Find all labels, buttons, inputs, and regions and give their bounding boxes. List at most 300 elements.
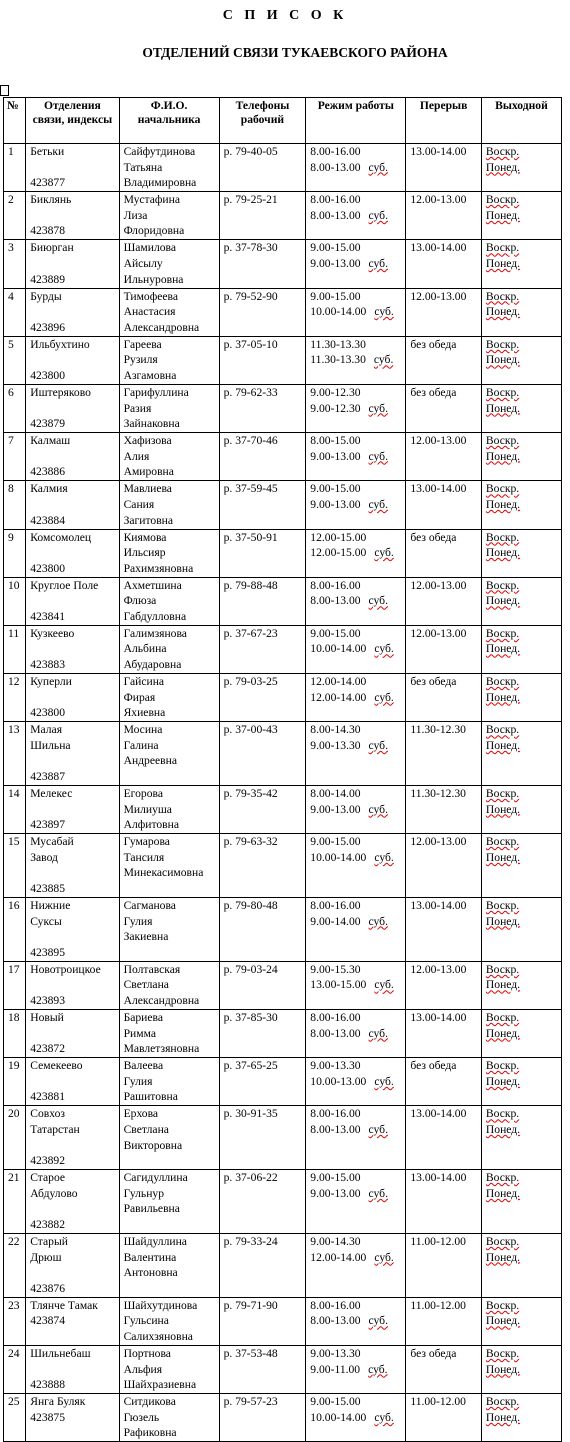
- head-name-line: Абударовна: [123, 658, 182, 672]
- row-number: 24: [4, 1345, 26, 1393]
- row-number: 8: [4, 481, 26, 529]
- day-off: Понед.: [485, 1186, 521, 1200]
- phone-cell: р. 37-67-23: [219, 625, 306, 673]
- hours-saturday-line: [310, 401, 403, 417]
- head-name-line: Владимировна: [123, 176, 197, 190]
- saturday-label: суб.: [368, 256, 388, 270]
- head-name-line: Айсылу: [123, 256, 163, 270]
- hours-saturday: 11.30-13.30: [310, 353, 366, 367]
- office-cell: [26, 1297, 119, 1345]
- hours-weekday: 9.00-15.00: [310, 241, 361, 255]
- hours-saturday-line: [310, 352, 403, 368]
- day-off: Понед.: [485, 978, 521, 992]
- office-line: [30, 1026, 116, 1042]
- office-line: Нижние: [30, 899, 71, 913]
- break-cell: 13.00-14.00: [406, 1170, 482, 1234]
- office-line: 423886: [30, 465, 65, 479]
- office-line: 423892: [30, 1154, 65, 1168]
- head-name-line: Ситдикова: [123, 1395, 176, 1409]
- head-name-line: Азгамовна: [123, 368, 177, 382]
- office-cell: [26, 1170, 119, 1234]
- head-name-line: Александровна: [123, 320, 200, 334]
- saturday-label: суб.: [368, 802, 388, 816]
- hours-cell: [306, 674, 406, 722]
- hours-saturday: 9.00-12.30: [310, 401, 361, 415]
- head-name-line: Анастасия: [123, 305, 176, 319]
- head-name-line: Шайдуллина: [123, 1234, 187, 1248]
- office-line: Иштеряково: [30, 385, 91, 399]
- head-name-line: Флоридовна: [123, 224, 185, 238]
- days-off-cell: [481, 722, 561, 786]
- hours-saturday-line: [310, 1250, 403, 1266]
- phone-cell: р. 79-40-05: [219, 144, 306, 192]
- office-cell: [26, 336, 119, 384]
- hours-saturday-line: [310, 690, 403, 706]
- day-off: Воскр.: [485, 385, 520, 399]
- hours-saturday: 10.00-14.00: [310, 850, 367, 864]
- office-line: 423874: [30, 1314, 65, 1328]
- days-off-cell: [481, 384, 561, 432]
- phone-cell: р. 30-91-35: [219, 1106, 306, 1170]
- hours-weekday: 9.00-13.30: [310, 1059, 361, 1073]
- days-off-cell: [481, 1106, 561, 1170]
- day-off: Воскр.: [485, 482, 520, 496]
- office-line: Мелекес: [30, 787, 73, 801]
- break-cell: 12.00-13.00: [406, 834, 482, 898]
- office-line: [30, 497, 116, 513]
- head-name-cell: [119, 384, 219, 432]
- hours-weekday: 8.00-16.00: [310, 1107, 361, 1121]
- day-off: Понед.: [485, 1362, 521, 1376]
- hours-cell: [306, 1345, 406, 1393]
- hours-saturday: 10.00-14.00: [310, 1410, 367, 1424]
- office-cell: [26, 1010, 119, 1058]
- hours-weekday: 9.00-15.00: [310, 835, 361, 849]
- office-line: [30, 1138, 116, 1154]
- office-line: 423800: [30, 561, 65, 575]
- head-name-cell: [119, 288, 219, 336]
- head-name-line: Равильевна: [123, 1202, 180, 1216]
- break-cell: 13.00-14.00: [406, 481, 482, 529]
- hours-weekday: 11.30-13.30: [310, 337, 366, 351]
- saturday-label: суб.: [368, 497, 388, 511]
- head-name-line: Гульнур: [123, 1186, 164, 1200]
- days-off-cell: [481, 1233, 561, 1297]
- office-line: Завод: [30, 850, 58, 864]
- head-name-line: Ильнуровна: [123, 272, 184, 286]
- office-line: [30, 593, 116, 609]
- table-row: [4, 336, 562, 384]
- hours-saturday-line: [310, 1313, 403, 1329]
- hours-saturday: 8.00-13.00: [310, 594, 361, 608]
- days-off-cell: [481, 1010, 561, 1058]
- row-number: 3: [4, 240, 26, 288]
- table-row: [4, 786, 562, 834]
- days-off-cell: [481, 1297, 561, 1345]
- head-name-line: Ерхова: [123, 1107, 159, 1121]
- days-off-cell: [481, 481, 561, 529]
- phone-cell: р. 37-65-25: [219, 1058, 306, 1106]
- header-off: Выходной: [481, 98, 561, 144]
- head-name-line: Бариева: [123, 1011, 163, 1025]
- head-name-line: Габдулловна: [123, 609, 187, 623]
- head-name-cell: [119, 834, 219, 898]
- head-name-line: Фирая: [123, 690, 156, 704]
- day-off: Воскр.: [485, 1346, 520, 1360]
- phone-cell: р. 79-33-24: [219, 1233, 306, 1297]
- saturday-label: суб.: [374, 546, 394, 560]
- office-line: [30, 401, 116, 417]
- office-line: [30, 1265, 116, 1281]
- hours-weekday: 9.00-13.30: [310, 1346, 361, 1360]
- days-off-cell: [481, 1345, 561, 1393]
- header-office: Отделения связи, индексы: [26, 98, 119, 144]
- hours-saturday-line: [310, 641, 403, 657]
- break-cell: 12.00-13.00: [406, 288, 482, 336]
- phone-cell: р. 79-25-21: [219, 192, 306, 240]
- hours-cell: [306, 961, 406, 1009]
- office-line: [30, 208, 116, 224]
- office-line: 423885: [30, 882, 65, 896]
- hours-saturday: 9.00-13.30: [310, 738, 361, 752]
- office-line: Ильбухтино: [30, 337, 90, 351]
- head-name-line: Александровна: [123, 994, 200, 1008]
- day-off: Воскр.: [485, 530, 520, 544]
- table-row: [4, 529, 562, 577]
- head-name-line: Минекасимовна: [123, 866, 204, 880]
- row-number: 12: [4, 674, 26, 722]
- head-name-cell: [119, 1345, 219, 1393]
- day-off: Воскр.: [485, 1107, 520, 1121]
- phone-cell: р. 79-35-42: [219, 786, 306, 834]
- office-cell: [26, 1106, 119, 1170]
- row-number: 13: [4, 722, 26, 786]
- head-name-line: Киямова: [123, 530, 167, 544]
- day-off: Воскр.: [485, 337, 520, 351]
- hours-saturday-line: [310, 1186, 403, 1202]
- days-off-cell: [481, 192, 561, 240]
- break-cell: без обеда: [406, 336, 482, 384]
- hours-cell: [306, 240, 406, 288]
- office-line: 423889: [30, 272, 65, 286]
- head-name-cell: [119, 1394, 219, 1442]
- office-line: 423884: [30, 513, 65, 527]
- hours-cell: [306, 192, 406, 240]
- office-cell: [26, 961, 119, 1009]
- row-number: 25: [4, 1394, 26, 1442]
- office-line: 423875: [30, 1410, 65, 1424]
- day-off: Понед.: [485, 449, 521, 463]
- head-name-cell: [119, 529, 219, 577]
- head-name-line: Шамилова: [123, 241, 177, 255]
- head-name-cell: [119, 192, 219, 240]
- header-break: Перерыв: [406, 98, 482, 144]
- day-off: Воскр.: [485, 434, 520, 448]
- head-name-line: Светлана: [123, 978, 169, 992]
- hours-cell: [306, 1394, 406, 1442]
- office-line: 423887: [30, 770, 65, 784]
- head-name-cell: [119, 674, 219, 722]
- day-off: Воскр.: [485, 241, 520, 255]
- hours-cell: [306, 1058, 406, 1106]
- table-row: [4, 577, 562, 625]
- day-off: Понед.: [485, 1122, 521, 1136]
- head-name-line: Загитовна: [123, 513, 174, 527]
- office-line: [30, 977, 116, 993]
- day-off: Понед.: [485, 1026, 521, 1040]
- hours-saturday-line: [310, 1074, 403, 1090]
- day-off: Понед.: [485, 914, 521, 928]
- phone-cell: р. 79-03-25: [219, 674, 306, 722]
- saturday-label: суб.: [374, 850, 394, 864]
- office-cell: [26, 1233, 119, 1297]
- hours-cell: [306, 834, 406, 898]
- phone-cell: р. 37-85-30: [219, 1010, 306, 1058]
- head-name-cell: [119, 961, 219, 1009]
- row-number: 15: [4, 834, 26, 898]
- head-name-line: Галина: [123, 738, 159, 752]
- table-row: [4, 722, 562, 786]
- row-number: 21: [4, 1170, 26, 1234]
- office-line: Биюрган: [30, 241, 74, 255]
- days-off-cell: [481, 240, 561, 288]
- saturday-label: суб.: [368, 1026, 388, 1040]
- hours-cell: [306, 336, 406, 384]
- office-line: 423879: [30, 417, 65, 431]
- saturday-label: суб.: [368, 449, 388, 463]
- head-name-line: Викторовна: [123, 1138, 183, 1152]
- hours-weekday: 9.00-15.00: [310, 1171, 361, 1185]
- head-name-line: Ахметшина: [123, 578, 182, 592]
- day-off: Воскр.: [485, 1234, 520, 1248]
- head-name-cell: [119, 433, 219, 481]
- days-off-cell: [481, 674, 561, 722]
- office-line: [30, 449, 116, 465]
- office-cell: [26, 144, 119, 192]
- break-cell: без обеда: [406, 384, 482, 432]
- head-name-line: Гулия: [123, 1074, 153, 1088]
- hours-saturday-line: [310, 256, 403, 272]
- hours-weekday: 9.00-12.30: [310, 385, 361, 399]
- phone-cell: р. 37-70-46: [219, 433, 306, 481]
- days-off-cell: [481, 898, 561, 962]
- hours-weekday: 8.00-16.00: [310, 899, 361, 913]
- break-cell: без обеда: [406, 674, 482, 722]
- office-line: 423881: [30, 1090, 65, 1104]
- office-cell: [26, 384, 119, 432]
- hours-cell: [306, 1010, 406, 1058]
- break-cell: 11.00-12.00: [406, 1233, 482, 1297]
- hours-saturday-line: [310, 802, 403, 818]
- hours-weekday: 8.00-16.00: [310, 145, 361, 158]
- row-number: 22: [4, 1233, 26, 1297]
- day-off: Воскр.: [485, 675, 520, 689]
- row-number: 5: [4, 336, 26, 384]
- days-off-cell: [481, 577, 561, 625]
- office-line: Калмаш: [30, 434, 71, 448]
- head-name-line: Полтавская: [123, 962, 181, 976]
- head-name-line: Шайхутдинова: [123, 1298, 198, 1312]
- head-name-line: Тимофеева: [123, 289, 178, 303]
- table-row: [4, 834, 562, 898]
- office-line: Шильна: [30, 738, 71, 752]
- days-off-cell: [481, 961, 561, 1009]
- hours-cell: [306, 481, 406, 529]
- hours-saturday-line: [310, 1122, 403, 1138]
- day-off: Понед.: [485, 497, 521, 511]
- office-cell: [26, 433, 119, 481]
- head-name-line: Альфия: [123, 1362, 163, 1376]
- days-off-cell: [481, 1394, 561, 1442]
- day-off: Воскр.: [485, 626, 520, 640]
- head-name-cell: [119, 577, 219, 625]
- hours-weekday: 9.00-15.00: [310, 289, 361, 303]
- phone-cell: р. 37-50-91: [219, 529, 306, 577]
- row-number: 18: [4, 1010, 26, 1058]
- office-line: [30, 865, 116, 881]
- hours-cell: [306, 1106, 406, 1170]
- hours-cell: [306, 1170, 406, 1234]
- phone-cell: р. 79-63-32: [219, 834, 306, 898]
- table-row: [4, 1394, 562, 1442]
- table-anchor-marker[interactable]: [0, 85, 9, 96]
- hours-saturday-line: [310, 449, 403, 465]
- hours-weekday: 8.00-16.00: [310, 193, 361, 207]
- table-row: [4, 1106, 562, 1170]
- break-cell: 13.00-14.00: [406, 144, 482, 192]
- day-off: Понед.: [485, 546, 521, 560]
- saturday-label: суб.: [368, 1186, 388, 1200]
- head-name-line: Яхиевна: [123, 706, 166, 720]
- head-name-line: Рашитовна: [123, 1090, 178, 1104]
- row-number: 16: [4, 898, 26, 962]
- row-number: 14: [4, 786, 26, 834]
- hours-saturday: 9.00-14.00: [310, 914, 361, 928]
- office-cell: [26, 577, 119, 625]
- saturday-label: суб.: [368, 594, 388, 608]
- day-off: Понед.: [485, 850, 521, 864]
- row-number: 4: [4, 288, 26, 336]
- head-name-cell: [119, 1170, 219, 1234]
- head-name-line: Ильсияр: [123, 546, 166, 560]
- head-name-line: Сания: [123, 497, 155, 511]
- phone-cell: р. 37-05-10: [219, 336, 306, 384]
- document-subtitle: ОТДЕЛЕНИЙ СВЯЗИ ТУКАЕВСКОГО РАЙОНА: [142, 45, 448, 60]
- office-line: [30, 256, 116, 272]
- head-name-line: Сагидуллина: [123, 1171, 188, 1185]
- hours-saturday: 13.00-15.00: [310, 978, 367, 992]
- saturday-label: суб.: [368, 738, 388, 752]
- hours-saturday: 9.00-13.00: [310, 802, 361, 816]
- office-line: [30, 160, 116, 176]
- hours-weekday: 8.00-16.00: [310, 1011, 361, 1025]
- office-line: 423841: [30, 609, 65, 623]
- break-cell: без обеда: [406, 529, 482, 577]
- office-line: [30, 352, 116, 368]
- hours-cell: [306, 288, 406, 336]
- saturday-label: суб.: [374, 690, 394, 704]
- document-title: С П И С О К: [222, 8, 348, 23]
- head-name-line: Шайхразиевна: [123, 1378, 197, 1392]
- table-body: [4, 144, 562, 1442]
- office-line: 423872: [30, 1042, 65, 1056]
- hours-cell: [306, 722, 406, 786]
- head-name-line: Тансиля: [123, 850, 165, 864]
- hours-weekday: 8.00-16.00: [310, 578, 361, 592]
- hours-saturday-line: [310, 1410, 403, 1426]
- office-line: Тлянче Тамак: [30, 1298, 98, 1312]
- days-off-cell: [481, 786, 561, 834]
- break-cell: 12.00-13.00: [406, 961, 482, 1009]
- office-line: [30, 690, 116, 706]
- head-name-line: Светлана: [123, 1122, 169, 1136]
- days-off-cell: [481, 1170, 561, 1234]
- head-name-cell: [119, 722, 219, 786]
- office-line: Круглое Поле: [30, 578, 99, 592]
- hours-saturday-line: [310, 593, 403, 609]
- table-row: [4, 1297, 562, 1345]
- office-line: Совхоз: [30, 1107, 65, 1121]
- office-cell: [26, 786, 119, 834]
- hours-saturday: 9.00-11.00: [310, 1362, 361, 1376]
- day-off: Понед.: [485, 305, 521, 319]
- head-name-line: Разия: [123, 401, 152, 415]
- hours-weekday: 8.00-16.00: [310, 1298, 361, 1312]
- head-name-line: Татьяна: [123, 160, 163, 174]
- hours-cell: [306, 898, 406, 962]
- office-line: Кузкеево: [30, 626, 75, 640]
- office-line: Семекеево: [30, 1059, 83, 1073]
- phone-cell: р. 79-57-23: [219, 1394, 306, 1442]
- phone-cell: р. 79-03-24: [219, 961, 306, 1009]
- head-name-line: Мавлетзяновна: [123, 1042, 200, 1056]
- office-line: Калмия: [30, 482, 68, 496]
- day-off: Понед.: [485, 256, 521, 270]
- office-line: Комсомолец: [30, 530, 92, 544]
- hours-saturday-line: [310, 738, 403, 754]
- office-line: 423896: [30, 320, 65, 334]
- saturday-label: суб.: [374, 305, 394, 319]
- office-line: Новый: [30, 1011, 64, 1025]
- head-name-line: Мавлиева: [123, 482, 172, 496]
- days-off-cell: [481, 433, 561, 481]
- phone-cell: р. 37-59-45: [219, 481, 306, 529]
- head-name-cell: [119, 898, 219, 962]
- hours-weekday: 12.00-15.00: [310, 530, 367, 544]
- office-line: Бетьки: [30, 145, 65, 158]
- head-name-cell: [119, 1297, 219, 1345]
- office-line: [30, 929, 116, 945]
- head-name-line: Гюзель: [123, 1410, 160, 1424]
- hours-saturday: 8.00-13.00: [310, 208, 361, 222]
- head-name-line: Лиза: [123, 208, 148, 222]
- head-name-line: Портнова: [123, 1346, 171, 1360]
- hours-weekday: 9.00-15.30: [310, 962, 361, 976]
- break-cell: 13.00-14.00: [406, 898, 482, 962]
- head-name-line: Хафизова: [123, 434, 172, 448]
- office-line: [30, 802, 116, 818]
- hours-saturday: 12.00-14.00: [310, 690, 367, 704]
- head-name-line: Рафиковна: [123, 1426, 177, 1440]
- head-name-line: Мустафина: [123, 193, 180, 207]
- saturday-label: суб.: [374, 1074, 394, 1088]
- row-number: 6: [4, 384, 26, 432]
- phone-cell: р. 37-53-48: [219, 1345, 306, 1393]
- saturday-label: суб.: [368, 914, 388, 928]
- saturday-label: суб.: [374, 642, 394, 656]
- phone-cell: р. 79-71-90: [219, 1297, 306, 1345]
- head-name-line: Рахимзяновна: [123, 561, 194, 575]
